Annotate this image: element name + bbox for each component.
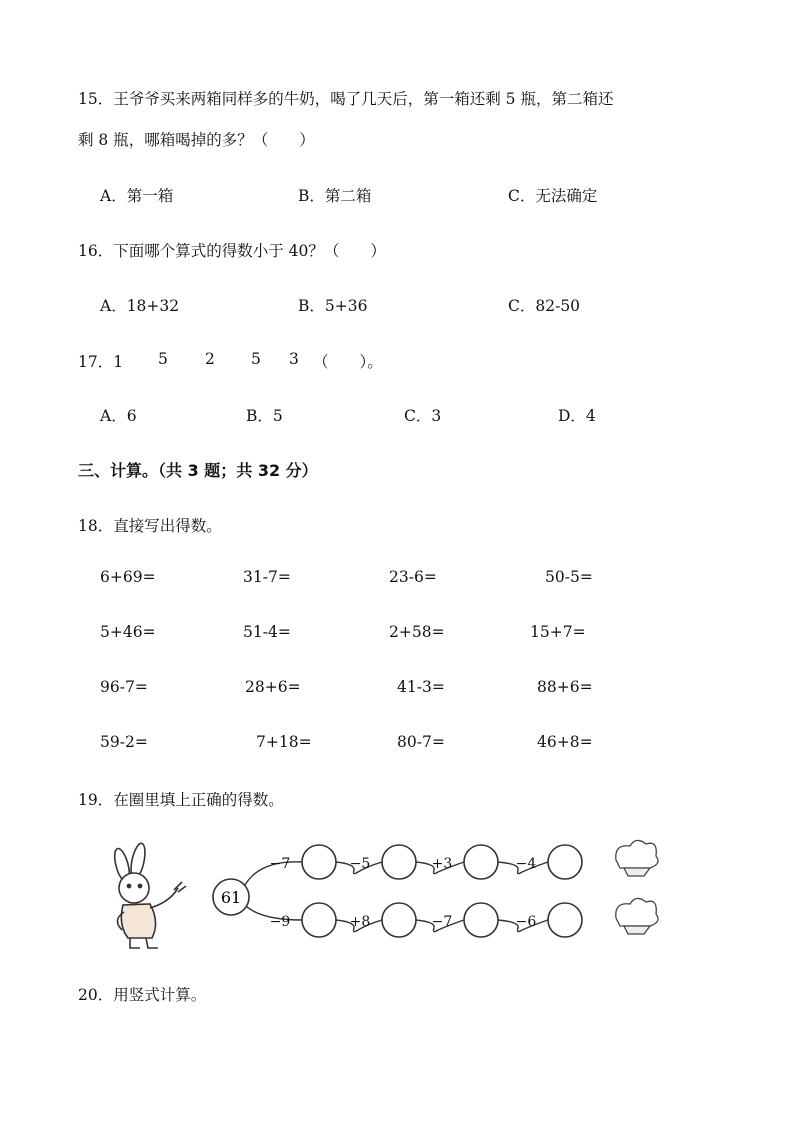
q17-option-c[interactable]: C．3 <box>404 407 442 425</box>
q18-item: 96-7= <box>100 678 148 696</box>
q18-item: 7+18= <box>256 733 312 751</box>
answer-circle[interactable] <box>302 903 336 937</box>
q19-top-op-2: −5 <box>349 856 371 872</box>
q18-item: 59-2= <box>100 733 148 751</box>
q18-item: 2+58= <box>389 623 445 641</box>
q17-seq-3: 5 <box>251 350 261 368</box>
q19-bottom-op-4: −6 <box>515 914 537 930</box>
q16-option-a[interactable]: A．18+32 <box>100 297 180 315</box>
q18-item: 5+46= <box>100 623 156 641</box>
answer-circle[interactable] <box>302 845 336 879</box>
q18-item: 6+69= <box>100 568 156 586</box>
answer-circle[interactable] <box>464 903 498 937</box>
q18-item: 46+8= <box>537 733 593 751</box>
q17-option-b[interactable]: B．5 <box>246 407 283 425</box>
q17-seq-2: 2 <box>205 350 215 368</box>
rabbit-icon <box>112 842 186 948</box>
q19-bottom-op-1: −9 <box>269 914 291 930</box>
answer-circle[interactable] <box>548 845 582 879</box>
q18-item: 88+6= <box>537 678 593 696</box>
q19-bottom-op-2: +8 <box>349 914 371 930</box>
answer-circle[interactable] <box>382 903 416 937</box>
q17-seq-4: 3 <box>289 350 299 368</box>
q16-option-b[interactable]: B．5+36 <box>298 297 368 315</box>
q19-start-number: 61 <box>220 888 242 907</box>
q19-top-op-3: +3 <box>431 856 453 872</box>
carrot-icon <box>616 898 658 934</box>
q17-option-a[interactable]: A．6 <box>100 407 137 425</box>
q18-item: 80-7= <box>397 733 445 751</box>
q17-option-d[interactable]: D．4 <box>558 407 596 425</box>
q18-item: 23-6= <box>389 568 437 586</box>
q15-option-c[interactable]: C．无法确定 <box>508 187 598 205</box>
q17-seq-1: 5 <box>158 350 168 368</box>
q16-option-c[interactable]: C．82-50 <box>508 297 581 315</box>
q18-text: 18．直接写出得数。 <box>78 517 222 535</box>
q15-line1: 15．王爷爷买来两箱同样多的牛奶，喝了几天后，第一箱还剩 5 瓶，第二箱还 <box>78 90 614 108</box>
section3-title: 三、计算。（共 3 题；共 32 分） <box>78 461 318 480</box>
q17-blank: （ ）。 <box>313 353 383 371</box>
q19-top-op-1: −7 <box>269 856 291 872</box>
q18-item: 41-3= <box>397 678 445 696</box>
q19-text: 19．在圈里填上正确的得数。 <box>78 791 284 809</box>
q20-text: 20．用竖式计算。 <box>78 986 207 1004</box>
answer-circle[interactable] <box>548 903 582 937</box>
q18-item: 15+7= <box>530 623 586 641</box>
q15-line2: 剩 8 瓶，哪箱喝掉的多？（ ） <box>78 131 315 149</box>
q15-option-a[interactable]: A．第一箱 <box>100 187 174 205</box>
answer-circle[interactable] <box>382 845 416 879</box>
q18-item: 50-5= <box>545 568 593 586</box>
q16-text: 16．下面哪个算式的得数小于 40？（ ） <box>78 242 386 260</box>
carrot-icon <box>616 840 658 876</box>
answer-circle[interactable] <box>464 845 498 879</box>
q19-figure <box>90 830 680 960</box>
q18-item: 31-7= <box>243 568 291 586</box>
q15-option-b[interactable]: B．第二箱 <box>298 187 372 205</box>
q17-label: 17．1 <box>78 353 124 371</box>
q18-item: 28+6= <box>245 678 301 696</box>
q19-top-op-4: −4 <box>515 856 537 872</box>
q18-item: 51-4= <box>243 623 291 641</box>
q19-bottom-op-3: −7 <box>431 914 453 930</box>
